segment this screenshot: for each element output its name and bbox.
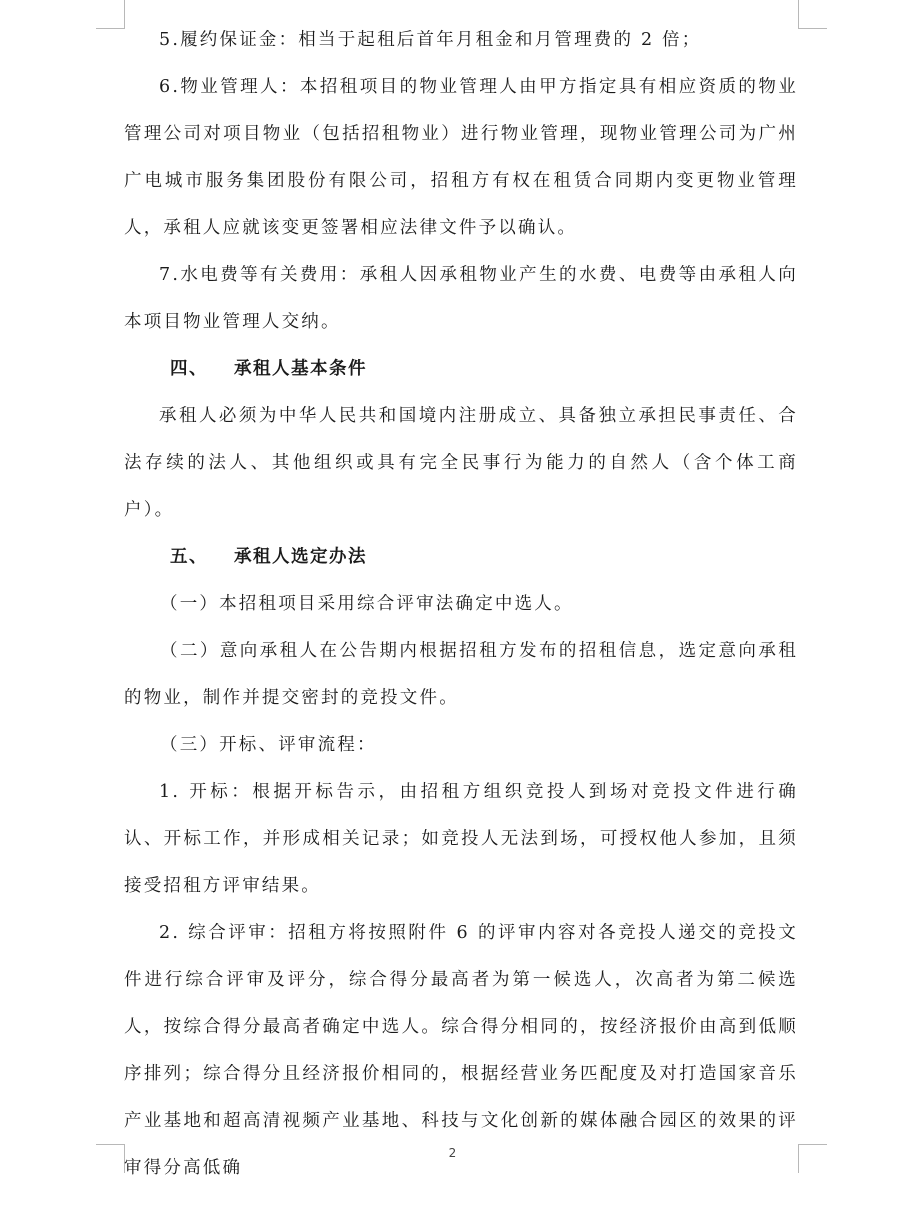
paragraph-property-manager: 6.物业管理人：本招租项目的物业管理人由甲方指定具有相应资质的物业管理公司对项目物业（包括招租物业）进行物业管理，现物业管理公司为广州广电城市服务集团股份有限公司，招租方有权在租赁合同期内变更物业管理人，承租人应就该变更签署相应法律文件予以确认。 (124, 77, 798, 238)
paragraph-evaluation-method: （一）本招租项目采用综合评审法确定中选人。 (160, 594, 574, 614)
section-heading-4 (124, 346, 798, 393)
document-body (124, 17, 798, 1192)
section-number: 五、 (170, 547, 208, 567)
crop-mark-top-right (798, 0, 827, 29)
crop-mark-top-left (96, 0, 125, 29)
section-number: 四、 (170, 359, 208, 379)
paragraph-utility-fees: 7.水电费等有关费用：承租人因承租物业产生的水费、电费等由承租人向本项目物业管理人交纳。 (124, 265, 798, 332)
paragraph-process-title: （三）开标、评审流程： (160, 735, 377, 755)
page-number: 2 (448, 1146, 457, 1160)
paragraph-bid-submission: （二）意向承租人在公告期内根据招租方发布的招租信息，选定意向承租的物业，制作并提交密封的竞投文件。 (124, 641, 798, 708)
paragraph-tenant-conditions: 承租人必须为中华人民共和国境内注册成立、具备独立承担民事责任、合法存续的法人、其他组织或具有完全民事行为能力的自然人（含个体工商户）。 (124, 406, 798, 520)
section-heading-5 (124, 534, 798, 581)
paragraph-performance-bond: 5.履约保证金：相当于起租后首年月租金和月管理费的 2 倍； (159, 30, 702, 50)
paragraph-comprehensive-review: 2. 综合评审：招租方将按照附件 6 的评审内容对各竞投人递交的竞投文件进行综合评审及评分，综合得分最高者为第一候选人，次高者为第二候选人，按综合得分最高者确定中选人。综合得分相同的，按经济报价由高到低顺序排列；综合得分且经济报价相同的，根据经营业务匹配度及对打造国家音乐产业基地和超高清视频产业基地、科技与文化创新的媒体融合园区的效果的评审得分高低确 (124, 923, 798, 1178)
paragraph-bid-opening: 1. 开标：根据开标告示，由招租方组织竞投人到场对竞投文件进行确认、开标工作，并形成相关记录；如竞投人无法到场，可授权他人参加，且须接受招租方评审结果。 (124, 782, 798, 896)
section-title: 承租人基本条件 (234, 359, 367, 379)
section-title: 承租人选定办法 (234, 547, 367, 567)
